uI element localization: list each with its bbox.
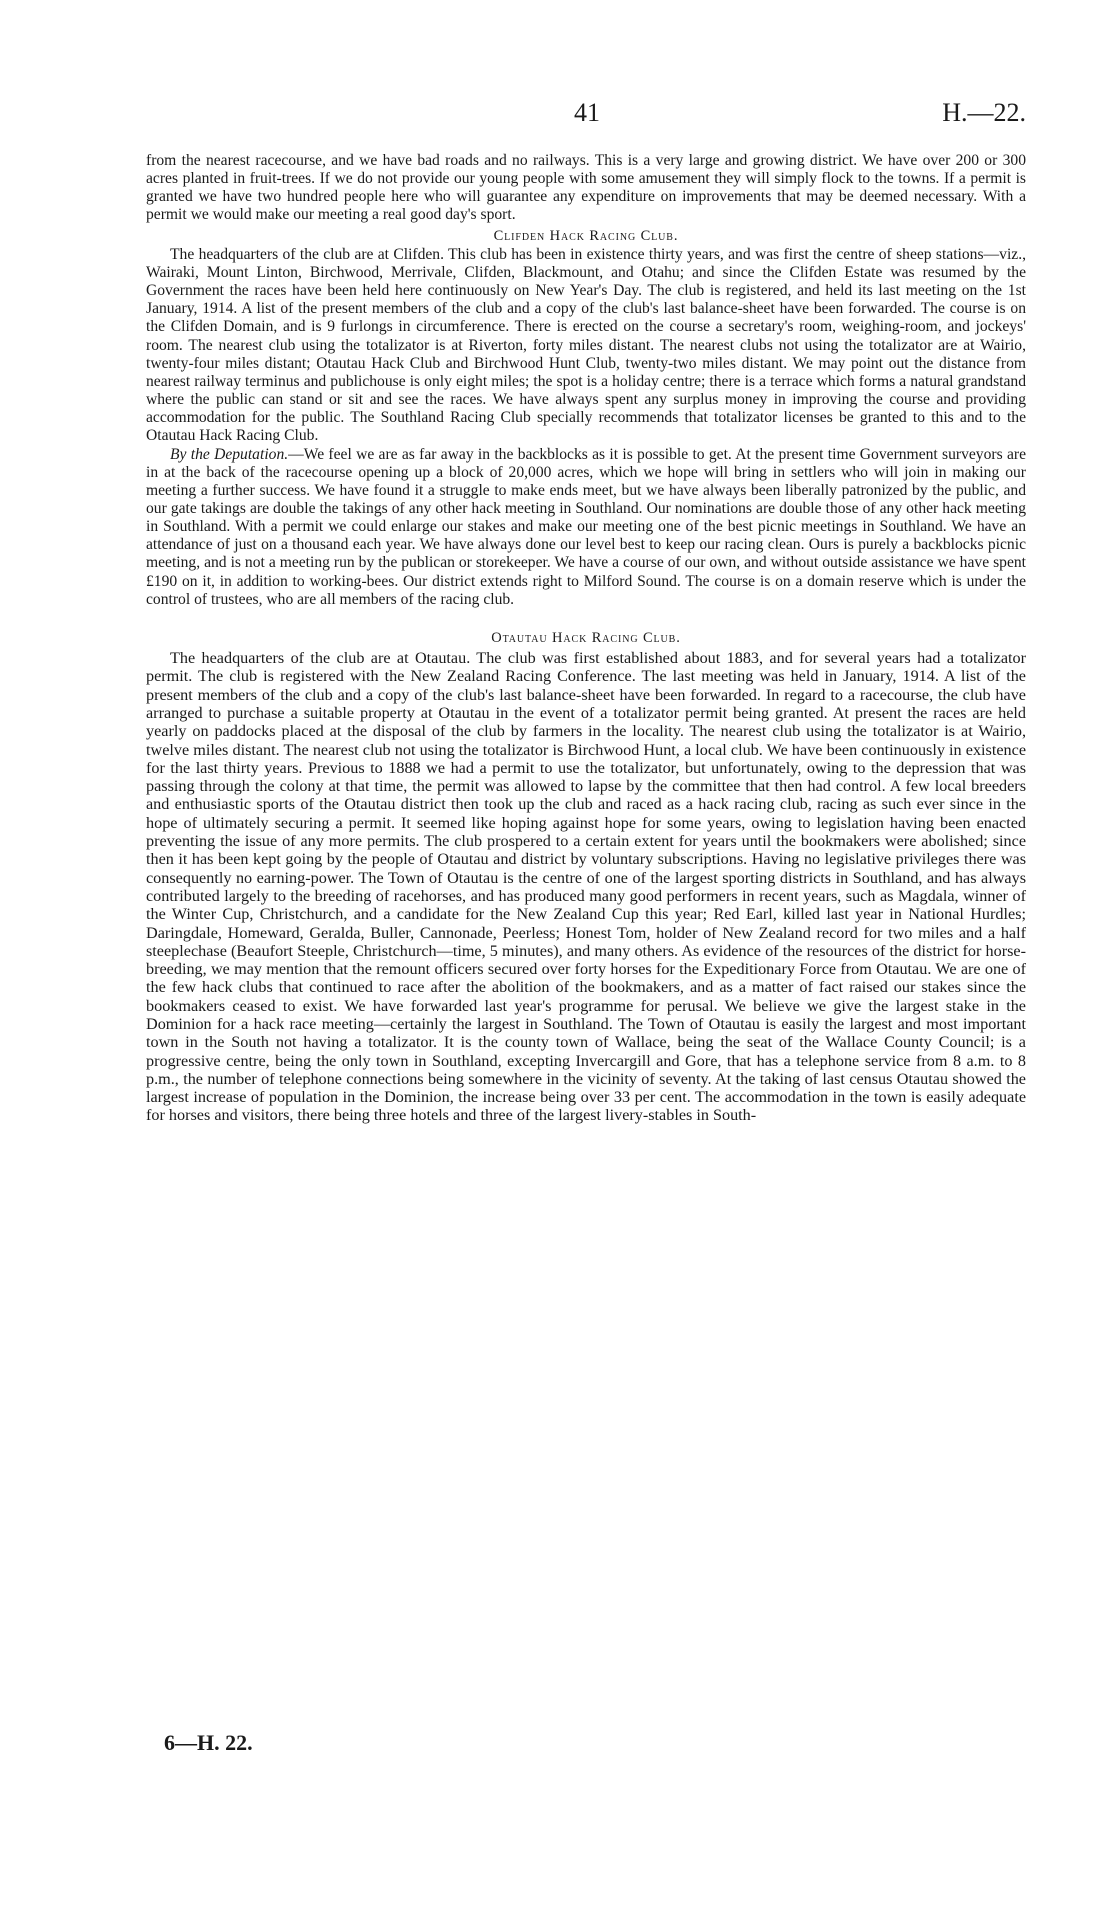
deputation-lead: By the Deputation. xyxy=(170,445,289,463)
intro-paragraph: from the nearest racecourse, and we have bad roads and no railways. This is a very large and growing district. We have over 200 or 300 acres planted in fruit-trees. If we do not provide our young people with some amusement they will simply flock to the towns. If a permit is granted we have two hundred people here who will guarantee any expenditure on improvements that may be deemed necessary. With a permit we would make our meeting a real good day's sport. xyxy=(146,152,1026,224)
page-header xyxy=(148,98,1026,134)
clifden-paragraph: The headquarters of the club are at Clifden. This club has been in existence thirty years, and was first the centre of sheep stations—viz., Wairaki, Mount Linton, Birchwood, Merrivale, Clifden, Blackmount, and Otahu; and since the Clifden Estate was resumed by the Government the races have been held here continuously on New Year's Day. The club is registered, and held its last meeting on the 1st January, 1914. A list of the present members of the club and a copy of the club's last balance-sheet have been forwarded. The course is on the Clifden Domain, and is 9 furlongs in circumference. There is erected on the course a secretary's room, weighing-room, and jockeys' room. The nearest club using the totalizator is at Riverton, forty miles distant. The nearest clubs not using the totalizator are at Wairio, twenty-four miles distant; Otautau Hack Club and Birchwood Hunt Club, twenty-two miles distant. We may point out the distance from nearest railway terminus and publichouse is only eight miles; the spot is a holiday centre; there is a terrace which forms a natural grandstand where the public can stand or sit and see the races. We have always spent any surplus money in improving the course and providing accommodation for the public. The Southland Racing Club specially recommends that totalizator licenses be granted to this and to the Otautau Hack Racing Club. xyxy=(146,245,1026,445)
signature-mark: 6—H. 22. xyxy=(164,1730,253,1755)
deputation-text: —We feel we are as far away in the backblocks as it is possible to get. At the present time Government surveyors are in at the back of the racecourse opening up a block of 20,000 acres, which we hope will bring in settlers who will join in making our meeting a further success. We have found it a struggle to make ends meet, but we have always been liberally patronized by the public, and our gate takings are double the takings of any other hack meeting in Southland. Our nominations are double those of any other hack meeting in Southland. With a permit we could enlarge our stakes and make our meeting one of the best picnic meetings in Southland. We have an attendance of just on a thousand each year. We have always done our level best to keep our racing clean. Ours is purely a backblocks picnic meeting, and is not a meeting run by the publican or storekeeper. We have a course of our own, and without outside assistance we have spent £190 on it, in addition to working-bees. Our district extends right to Milford Sound. The course is on a domain reserve which is under the control of trustees, who are all members of the racing club. xyxy=(146,445,1026,608)
section-heading-clifden: Clifden Hack Racing Club. xyxy=(493,227,679,244)
document-reference: H.—22. xyxy=(942,98,1026,127)
page-number: 41 xyxy=(574,98,600,127)
body-text xyxy=(146,152,1026,1125)
otautau-paragraph: The headquarters of the club are at Otautau. The club was first established about 1883, and for several years had a totalizator permit. The club is registered with the New Zealand Racing Conference. The last meeting was held in January, 1914. A list of the present members of the club and a copy of the club's last balance-sheet have been forwarded. In regard to a racecourse, the club have arranged to purchase a suitable property at Otautau in the event of a totalizator permit being granted. At present the races are held yearly on paddocks placed at the disposal of the club by farmers in the locality. The nearest club using the totalizator is at Wairio, twelve miles distant. The nearest club not using the totalizator is Birchwood Hunt, a local club. We have been continuously in existence for the last thirty years. Previous to 1888 we had a permit to use the totalizator, but unfortunately, owing to the depression that was passing through the colony at that time, the permit was allowed to lapse by the committee that then had control. A few local breeders and enthusiastic sports of the Otautau district then took up the club and raced as a hack racing club, racing as such ever since in the hope of ultimately securing a permit. It seemed like hoping against hope for some years, owing to legislation having been enacted preventing the issue of any more permits. The club prospered to a certain extent for years until the bookmakers were abolished; since then it has been kept going by the people of Otautau and district by voluntary subscriptions. Having no legislative privileges there was consequently no earning-power. The Town of Otautau is the centre of one of the largest sporting districts in Southland, and has always contributed largely to the breeding of racehorses, and has produced many good performers in recent years, such as Magdala, winner of the Winter Cup, Christchurch, and a candidate for the New Zealand Cup this year; Red Earl, killed last year in National Hurdles; Daringdale, Homeward, Geralda, Buller, Cannonade, Peerless; Honest Tom, holder of New Zealand record for two miles and a half steeplechase (Beaufort Steeple, Christchurch—time, 5 minutes), and many others. As evidence of the resources of the district for horse-breeding, we may mention that the remount officers secured over forty horses for the Expeditionary Force from Otautau. We are one of the few hack clubs that continued to race after the abolition of the bookmakers, and as a matter of fact raised our stakes since the bookmakers ceased to exist. We have forwarded last year's programme for perusal. We believe we give the largest stake in the Dominion for a hack race meeting—certainly the largest in Southland. The Town of Otautau is easily the largest and most important town in the South not having a totalizator. It is the county town of Wallace, being the seat of the Wallace County Council; is a progressive centre, being the only town in Southland, excepting Invercargill and Gore, that has a telephone service from 8 a.m. to 8 p.m., the number of telephone connections being somewhere in the vicinity of seventy. At the taking of last census Otautau showed the largest increase of population in the Dominion, the increase being over 33 per cent. The accommodation in the town is easily adequate for horses and visitors, there being three hotels and three of the largest livery-stables in South- xyxy=(146,649,1026,1125)
clifden-deputation-paragraph xyxy=(146,446,1026,609)
section-heading-otautau: Otautau Hack Racing Club. xyxy=(491,629,681,646)
